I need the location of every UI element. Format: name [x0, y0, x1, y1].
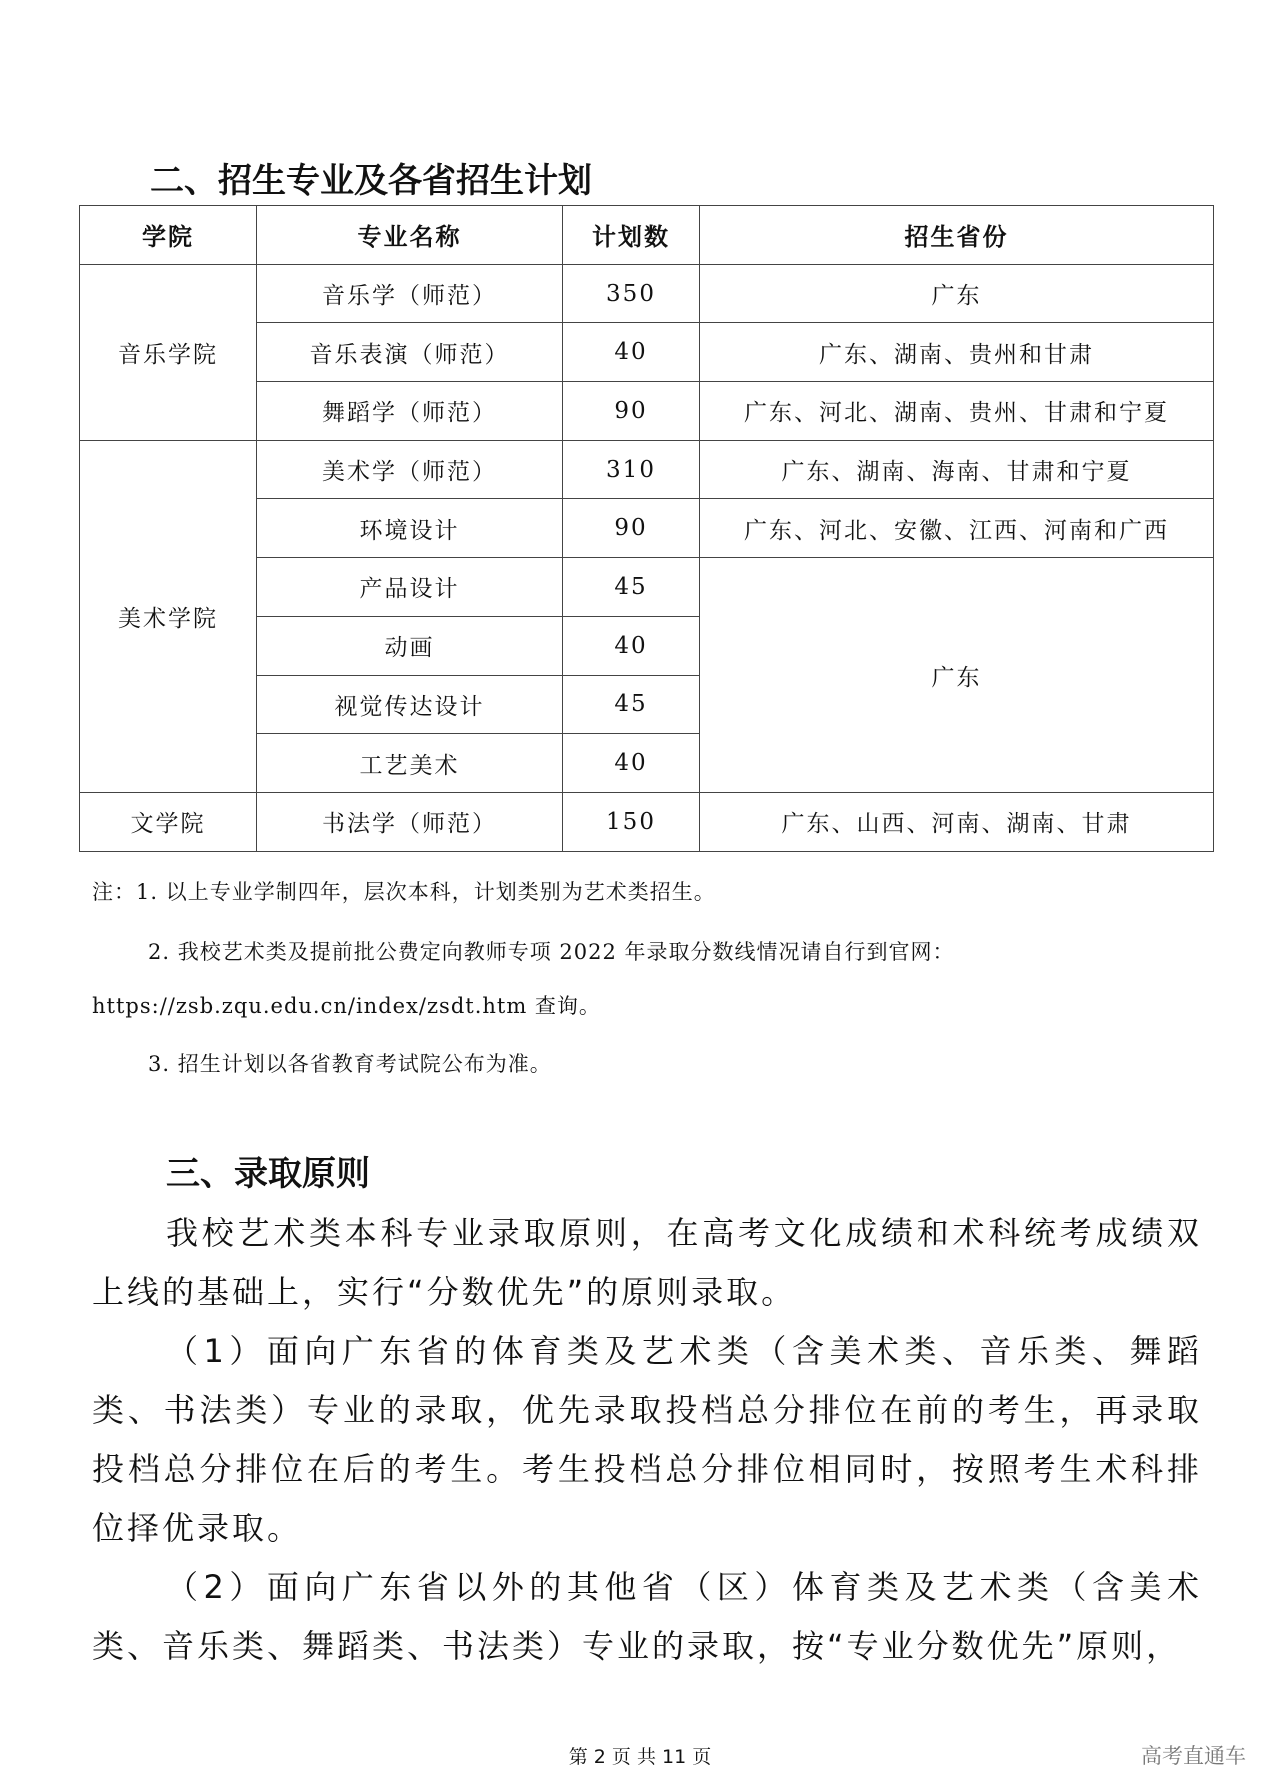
provinces-cell: 广东、山西、河南、湖南、甘肃 [700, 792, 1214, 851]
major-cell: 美术学（师范） [257, 440, 563, 499]
provinces-cell-merged: 广东 [700, 558, 1214, 793]
major-cell: 环境设计 [257, 499, 563, 558]
header-provinces: 招生省份 [700, 206, 1214, 265]
count-cell: 90 [563, 499, 700, 558]
college-fine-arts: 美术学院 [80, 440, 257, 792]
note-2-url: https://zsb.zqu.edu.cn/index/zsdt.htm 查询。 [92, 994, 601, 1018]
college-literature: 文学院 [80, 792, 257, 851]
guangdong-admission-paragraph: （1）面向广东省的体育类及艺术类（含美术类、音乐类、舞蹈类、书法类）专业的录取，优先录取投档总分排位在前的考生，再录取投档总分排位在后的考生。考生投档总分排位相同时，按照考生术科排位择优录取。 [92, 1332, 1202, 1547]
table-row [80, 792, 1214, 851]
header-college: 学院 [80, 206, 257, 265]
major-cell: 工艺美术 [257, 734, 563, 793]
college-music: 音乐学院 [80, 264, 257, 440]
provinces-cell: 广东、湖南、海南、甘肃和宁夏 [700, 440, 1214, 499]
provinces-cell: 广东、河北、湖南、贵州、甘肃和宁夏 [700, 382, 1214, 441]
section-3-heading: 三、录取原则 [166, 1154, 370, 1194]
major-cell: 舞蹈学（师范） [257, 382, 563, 441]
count-cell: 350 [563, 264, 700, 323]
table-row [80, 440, 1214, 499]
major-cell: 视觉传达设计 [257, 675, 563, 734]
section-2-heading: 二、招生专业及各省招生计划 [150, 161, 592, 201]
major-cell: 动画 [257, 616, 563, 675]
count-cell: 90 [563, 382, 700, 441]
provinces-cell: 广东 [700, 264, 1214, 323]
header-major: 专业名称 [257, 206, 563, 265]
count-cell: 40 [563, 323, 700, 382]
page-number-footer: 第 2 页 共 11 页 [568, 1746, 712, 1768]
note-2: 2. 我校艺术类及提前批公费定向教师专项 2022 年录取分数线情况请自行到官网： [148, 940, 955, 964]
major-cell: 产品设计 [257, 558, 563, 617]
count-cell: 45 [563, 675, 700, 734]
note-1: 注：1. 以上专业学制四年，层次本科，计划类别为艺术类招生。 [92, 880, 716, 904]
header-count: 计划数 [563, 206, 700, 265]
count-cell: 150 [563, 792, 700, 851]
count-cell: 310 [563, 440, 700, 499]
major-cell: 音乐学（师范） [257, 264, 563, 323]
table-row [80, 264, 1214, 323]
enrollment-plan-table [79, 205, 1214, 852]
count-cell: 45 [563, 558, 700, 617]
admission-principle-paragraph: 我校艺术类本科专业录取原则，在高考文化成绩和术科统考成绩双上线的基础上，实行“分数优先”的原则录取。 [92, 1214, 1202, 1311]
note-3: 3. 招生计划以各省教育考试院公布为准。 [148, 1052, 552, 1076]
other-provinces-admission-paragraph: （2）面向广东省以外的其他省（区）体育类及艺术类（含美术类、音乐类、舞蹈类、书法类）专业的录取，按“专业分数优先”原则， [92, 1568, 1202, 1665]
table-header-row [80, 206, 1214, 265]
major-cell: 音乐表演（师范） [257, 323, 563, 382]
watermark: 高考直通车 [1141, 1744, 1246, 1768]
provinces-cell: 广东、河北、安徽、江西、河南和广西 [700, 499, 1214, 558]
provinces-cell: 广东、湖南、贵州和甘肃 [700, 323, 1214, 382]
major-cell: 书法学（师范） [257, 792, 563, 851]
count-cell: 40 [563, 734, 700, 793]
count-cell: 40 [563, 616, 700, 675]
